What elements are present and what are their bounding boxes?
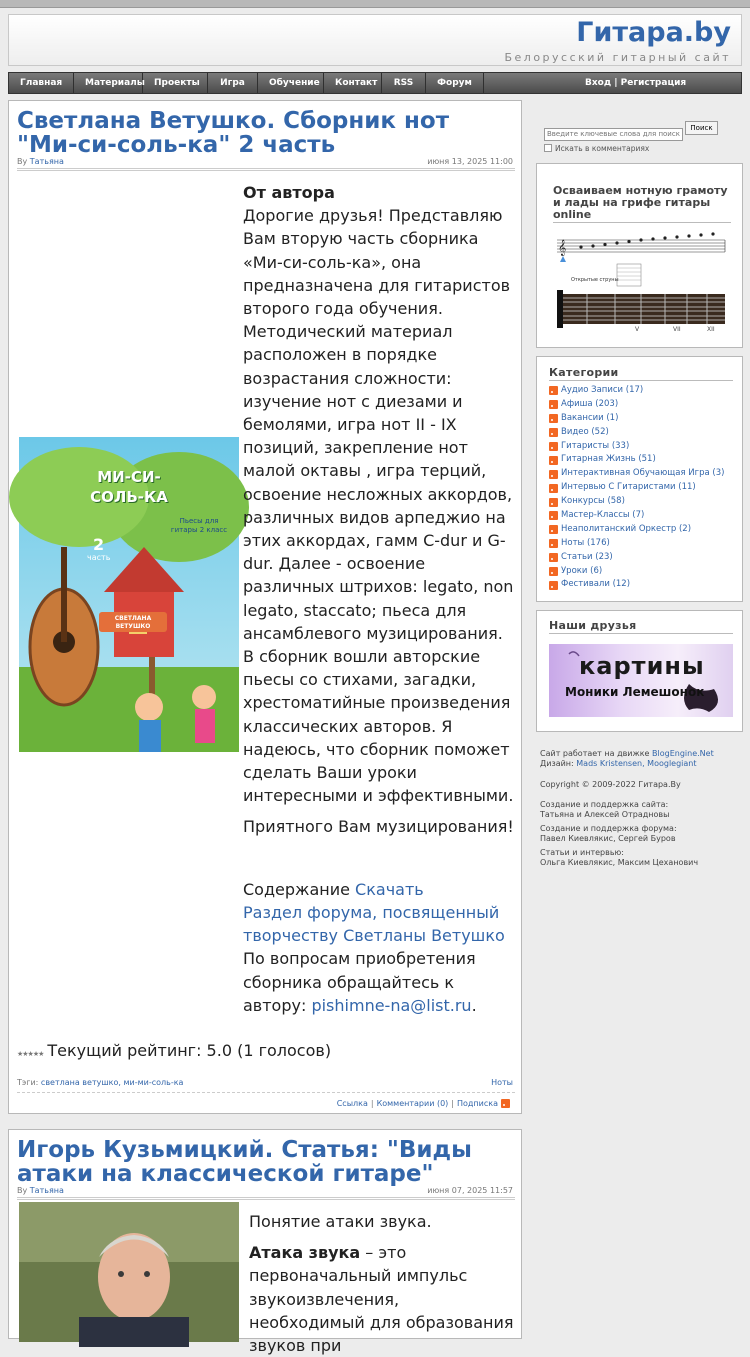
category-link[interactable]: Гитарная Жизнь (51) [561, 454, 656, 465]
category-item[interactable] [549, 551, 733, 565]
divider [17, 168, 515, 171]
rss-icon[interactable] [501, 1099, 510, 1108]
tags-label: Тэги: [17, 1078, 39, 1087]
rss-icon[interactable] [549, 511, 558, 520]
comments-link[interactable]: Комментарии (0) [376, 1099, 449, 1108]
rating-stars[interactable]: ★★★★★ [17, 1050, 44, 1058]
rss-icon[interactable] [549, 400, 558, 409]
download-link[interactable]: Скачать [355, 879, 424, 899]
category-item[interactable] [549, 537, 733, 551]
promo-title[interactable]: Осваиваем нотную грамоту и лады на грифе гитары online [553, 184, 728, 221]
designers-link[interactable]: Mads Kristensen, Mooglegiant [576, 759, 697, 768]
promo-fret-v: V [635, 326, 640, 333]
site-header [8, 14, 742, 66]
nav-home[interactable]: Главная [9, 73, 74, 93]
cover-number: 2 [93, 535, 105, 554]
rss-icon[interactable] [549, 484, 558, 493]
design-prefix: Дизайн: [540, 759, 574, 768]
rss-icon[interactable] [549, 567, 558, 576]
browser-top-strip [0, 0, 750, 8]
category-item[interactable] [549, 440, 733, 454]
contents-line [243, 878, 515, 901]
category-link[interactable]: Фестивали (12) [561, 579, 631, 590]
rating-text: Текущий рейтинг: 5.0 (1 голосов) [47, 1041, 332, 1060]
categories-list [549, 384, 733, 592]
category-link[interactable]: Неаполитанский Оркестр (2) [561, 523, 692, 534]
category-link[interactable]: Гитаристы (33) [561, 440, 630, 451]
email-link[interactable]: pishimne-na@list.ru [311, 995, 472, 1015]
promo-box [536, 163, 743, 348]
promo-fret-xii: XII [707, 326, 715, 333]
rss-icon[interactable] [549, 553, 558, 562]
rss-icon[interactable] [549, 414, 558, 423]
rss-icon[interactable] [549, 470, 558, 479]
rss-icon[interactable] [549, 428, 558, 437]
rss-icon[interactable] [549, 498, 558, 507]
category-item[interactable] [549, 509, 733, 523]
category-item[interactable] [549, 578, 733, 592]
category-link[interactable]: Ноты (176) [561, 537, 610, 548]
friends-banner[interactable] [549, 644, 733, 717]
search-comments-option [544, 144, 744, 153]
nav-materials[interactable]: Материалы [74, 73, 143, 93]
category-item[interactable] [549, 495, 733, 509]
permalink[interactable]: Ссылка [336, 1099, 368, 1108]
category-link[interactable]: Статьи (23) [561, 551, 613, 562]
friends-box [536, 610, 743, 732]
post-kuzmitsky [8, 1129, 522, 1356]
purchase-text: По вопросам приобретения сборника обращайтесь к автору: [243, 949, 476, 1015]
promo-image[interactable] [557, 232, 727, 342]
rss-icon[interactable] [549, 581, 558, 590]
promo-strings-label: Открытые струны [571, 277, 619, 283]
nav-projects[interactable]: Проекты [143, 73, 208, 93]
nav-forum[interactable]: Форум [426, 73, 484, 93]
tags-links[interactable]: светлана ветушко, ми-ми-соль-ка [40, 1078, 184, 1087]
post-byline [17, 157, 64, 166]
category-item[interactable] [549, 565, 733, 579]
category-link[interactable]: Ноты [491, 1078, 513, 1087]
purchase-end: . [471, 995, 477, 1015]
cover-part: часть [87, 553, 111, 562]
definition-text: – это первоначальный импульс звукоизвлечения, необходимый для образования звуков при [249, 1243, 514, 1356]
post-title[interactable]: Игорь Кузьмицкий. Статья: "Виды атаки на классической гитаре" [17, 1137, 472, 1187]
rss-icon[interactable] [549, 539, 558, 548]
site-title-link[interactable]: Гитара.by [576, 17, 731, 48]
site-support-names: Татьяна и Алексей Отрадновы [540, 810, 670, 819]
book-cover-image [19, 437, 239, 752]
promo-fret-vii: VII [673, 326, 681, 333]
category-link[interactable]: Интервью С Гитаристами (11) [561, 482, 696, 493]
category-link[interactable]: Видео (52) [561, 426, 609, 437]
post-body [249, 1210, 515, 1357]
by-label: By [17, 1186, 28, 1195]
post-date: июня 13, 2025 11:00 [427, 157, 513, 166]
subscribe-link[interactable]: Подписка [456, 1099, 498, 1108]
forum-section-link[interactable]: Раздел форума, посвященный творчеству Светланы Ветушко [243, 902, 505, 946]
main-nav [8, 72, 742, 94]
author-photo [19, 1202, 239, 1342]
category-link[interactable]: Уроки (6) [561, 565, 603, 576]
cover-title: МИ-СИ-СОЛЬ-КА [90, 468, 168, 506]
banner-line1: картины [579, 652, 705, 680]
copyright: Copyright © 2009-2022 Гитара.Ву [540, 780, 681, 789]
svg-text:𝄞: 𝄞 [558, 240, 567, 256]
closing-text: Приятного Вам музицирования! [243, 817, 514, 837]
search-box [544, 121, 744, 153]
search-input[interactable] [544, 128, 683, 141]
category-item[interactable] [549, 453, 733, 467]
purchase-info [243, 947, 515, 1017]
category-item[interactable] [549, 384, 733, 398]
by-label: By [17, 157, 28, 166]
category-item[interactable] [549, 481, 733, 495]
post-vetushko [8, 100, 522, 1114]
section-heading: От автора [243, 183, 335, 202]
post-footer: Ссылка | Комментарии (0) | Подписка [337, 1099, 513, 1108]
site-tagline: Белорусский гитарный сайт [504, 51, 731, 64]
category-item[interactable] [549, 467, 733, 481]
category-link[interactable]: Конкурсы (58) [561, 496, 625, 507]
nav-rss[interactable]: RSS [382, 73, 426, 93]
search-button[interactable]: Поиск [685, 121, 718, 135]
category-link[interactable]: Вакансии (1) [561, 412, 619, 423]
search-comments-label: Искать в комментариях [555, 143, 650, 153]
divider [17, 1197, 515, 1200]
category-link[interactable]: Аудио Записи (17) [561, 385, 644, 395]
author-link[interactable]: Татьяна [29, 157, 64, 166]
category-link[interactable]: Афиша (203) [561, 398, 619, 409]
site-support-label: Создание и поддержка сайта: [540, 800, 669, 809]
footer-divider [17, 1092, 515, 1093]
forum-support-names: Павел Киевлякис, Сергей Буров [540, 834, 676, 843]
categories-box [536, 356, 743, 602]
contents-label: Содержание [243, 879, 350, 899]
post-date: июня 07, 2025 11:57 [427, 1186, 513, 1195]
tags-row [17, 1078, 183, 1087]
rss-icon[interactable] [549, 386, 558, 395]
login-register-link[interactable]: Вход | Регистрация [585, 78, 687, 88]
nav-contact[interactable]: Контакт [324, 73, 382, 93]
author-link[interactable]: Татьяна [29, 1186, 64, 1195]
nav-learning[interactable]: Обучение [258, 73, 324, 93]
articles-names: Ольга Киевлякис, Максим Цеханович [540, 858, 699, 867]
cover-author: СВЕТЛАНА ВЕТУШКО [114, 615, 152, 630]
engine-credit [540, 749, 740, 759]
term: Атака звука [249, 1243, 361, 1263]
definition-paragraph [249, 1241, 515, 1357]
rating-row [17, 1041, 331, 1060]
promo-divider [553, 222, 731, 223]
rss-icon[interactable] [549, 442, 558, 451]
category-item[interactable] [549, 426, 733, 440]
post-body [243, 181, 515, 1017]
post-byline [17, 1186, 64, 1195]
forum-support-label: Создание и поддержка форума: [540, 824, 677, 833]
design-credit [540, 759, 740, 769]
intro-paragraph: Дорогие друзья! Представляю Вам вторую часть сборника «Ми-си-соль-ка», она предназначена для гитаристов второго года обучения. Методический материал расположен в порядке возрастания сложности: изучение нот с диезами и бемолями, игра нот II - IX позиций, закрепление нот малой октавы , игра терций, освоение несложных аккордов, различных видов арпеджио на этих аккордах, гамм C-dur и G-dur. Далее - освоение различных штрихов: legato, non legato, staccato; пьеса для ансамблевого музицирования. В сборник вошли авторские пьесы со стихами, загадки, хрестоматийные произведения классических авторов. Я надеюсь, что сборник поможет сделать Ваши уроки интересными и эффективными. [243, 206, 514, 806]
category-item[interactable] [549, 398, 733, 412]
engine-link[interactable]: BlogEngine.Net [652, 749, 714, 758]
rss-icon[interactable] [549, 525, 558, 534]
search-comments-checkbox[interactable] [544, 144, 552, 152]
articles-label: Статьи и интервью: [540, 848, 624, 857]
friends-heading: Наши друзья [549, 619, 733, 634]
category-item[interactable] [549, 523, 733, 537]
post-title[interactable]: Светлана Ветушко. Сборник нот "Ми-си-соль-ка" 2 часть [17, 108, 450, 158]
banner-line2: Моники Лемешонок [565, 685, 705, 699]
engine-prefix: Сайт работает на движке [540, 749, 650, 758]
intro-line: Понятие атаки звука. [249, 1212, 432, 1231]
category-link[interactable]: Мастер-Классы (7) [561, 510, 645, 521]
cover-subtitle: Пьесы для гитары 2 класс [170, 517, 228, 534]
category-item[interactable] [549, 412, 733, 426]
category-link[interactable]: Интерактивная Обучающая Игра (3) [561, 468, 725, 479]
rss-icon[interactable] [549, 456, 558, 465]
nav-game[interactable]: Игра [208, 73, 258, 93]
categories-heading: Категории [549, 366, 733, 381]
